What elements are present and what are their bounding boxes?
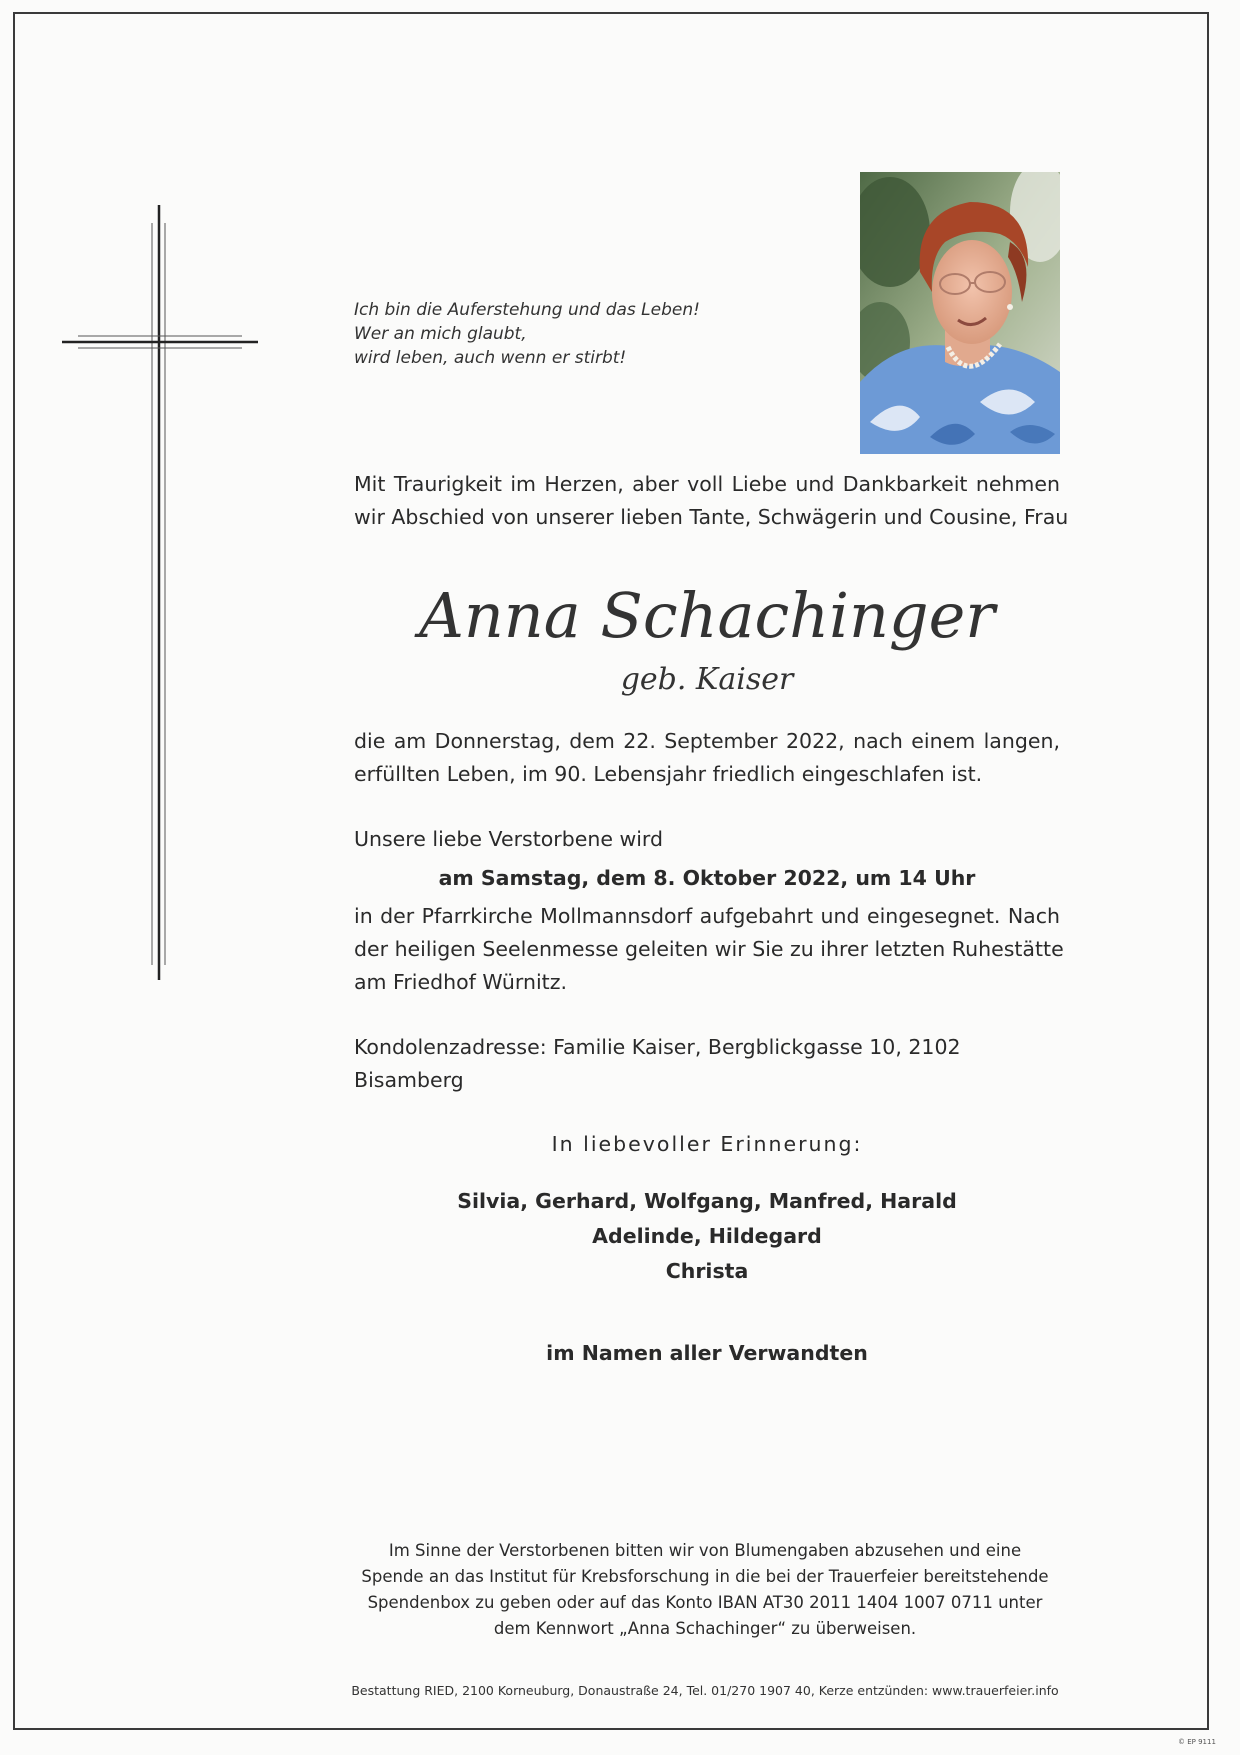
funeral-line: in der Pfarrkirche Mollmannsdorf aufgebahrt und eingesegnet. Nach [354, 904, 1060, 928]
donation-line: Im Sinne der Verstorbenen bitten wir von Blumengaben abzusehen und eine [388, 1541, 1022, 1560]
donation-line: Spendenbox zu geben oder auf das Konto IBAN AT30 2011 1404 1007 0711 unter [367, 1593, 1043, 1612]
funeral-date: am Samstag, dem 8. Oktober 2022, um 14 Uhr [438, 866, 976, 890]
cross-icon [60, 205, 260, 985]
quote-line: Wer an mich glaubt, [354, 324, 527, 344]
bible-quote [354, 298, 700, 370]
undertaker-imprint: Bestattung RIED, 2100 Korneuburg, Donaustraße 24, Tel. 01/270 1907 40, Kerze entzünden: www.trauerfeier.info [351, 1683, 1059, 1698]
death-line: erfüllten Leben, im 90. Lebensjahr friedlich eingeschlafen ist. [354, 762, 983, 786]
portrait-photo [860, 172, 1060, 454]
funeral-line: der heiligen Seelenmesse geleiten wir Sie zu ihrer letzten Ruhestätte [354, 937, 1064, 961]
intro-paragraph [354, 468, 1069, 534]
condolence-address: Kondolenzadresse: Familie Kaiser, Bergblickgasse 10, 2102 Bisamberg [354, 1035, 961, 1092]
intro-line: wir Abschied von unserer lieben Tante, Schwägerin und Cousine, Frau [354, 505, 1069, 529]
intro-line: Mit Traurigkeit im Herzen, aber voll Liebe und Dankbarkeit nehmen [354, 472, 1060, 496]
memory-heading: In liebevoller Erinnerung: [551, 1132, 863, 1156]
donation-line: dem Kennwort „Anna Schachinger“ zu überweisen. [493, 1619, 917, 1638]
quote-line: Ich bin die Auferstehung und das Leben! [354, 300, 700, 320]
funeral-paragraph [354, 900, 1064, 999]
quote-line: wird leben, auch wenn er stirbt! [354, 348, 627, 368]
donation-line: Spende an das Institut für Krebsforschung in die bei der Trauerfeier bereitstehende [361, 1567, 1049, 1586]
mourner-line: Adelinde, Hildegard [592, 1224, 822, 1248]
mourner-line: Silvia, Gerhard, Wolfgang, Manfred, Harald [457, 1189, 957, 1213]
birth-name: geb. Kaiser [620, 662, 794, 697]
funeral-line: am Friedhof Würnitz. [354, 970, 567, 994]
relatives-line: im Namen aller Verwandten [546, 1341, 868, 1365]
death-paragraph [354, 725, 1060, 791]
donation-note [300, 1538, 1110, 1642]
deceased-name: Anna Schachinger [419, 579, 995, 652]
mourner-line: Christa [665, 1259, 749, 1283]
print-code: © EP 9111 [1178, 1738, 1216, 1746]
mourner-names [354, 1184, 1060, 1289]
funeral-lead: Unsere liebe Verstorbene wird [354, 827, 663, 851]
death-line: die am Donnerstag, dem 22. September 2022, nach einem langen, [354, 729, 1060, 753]
